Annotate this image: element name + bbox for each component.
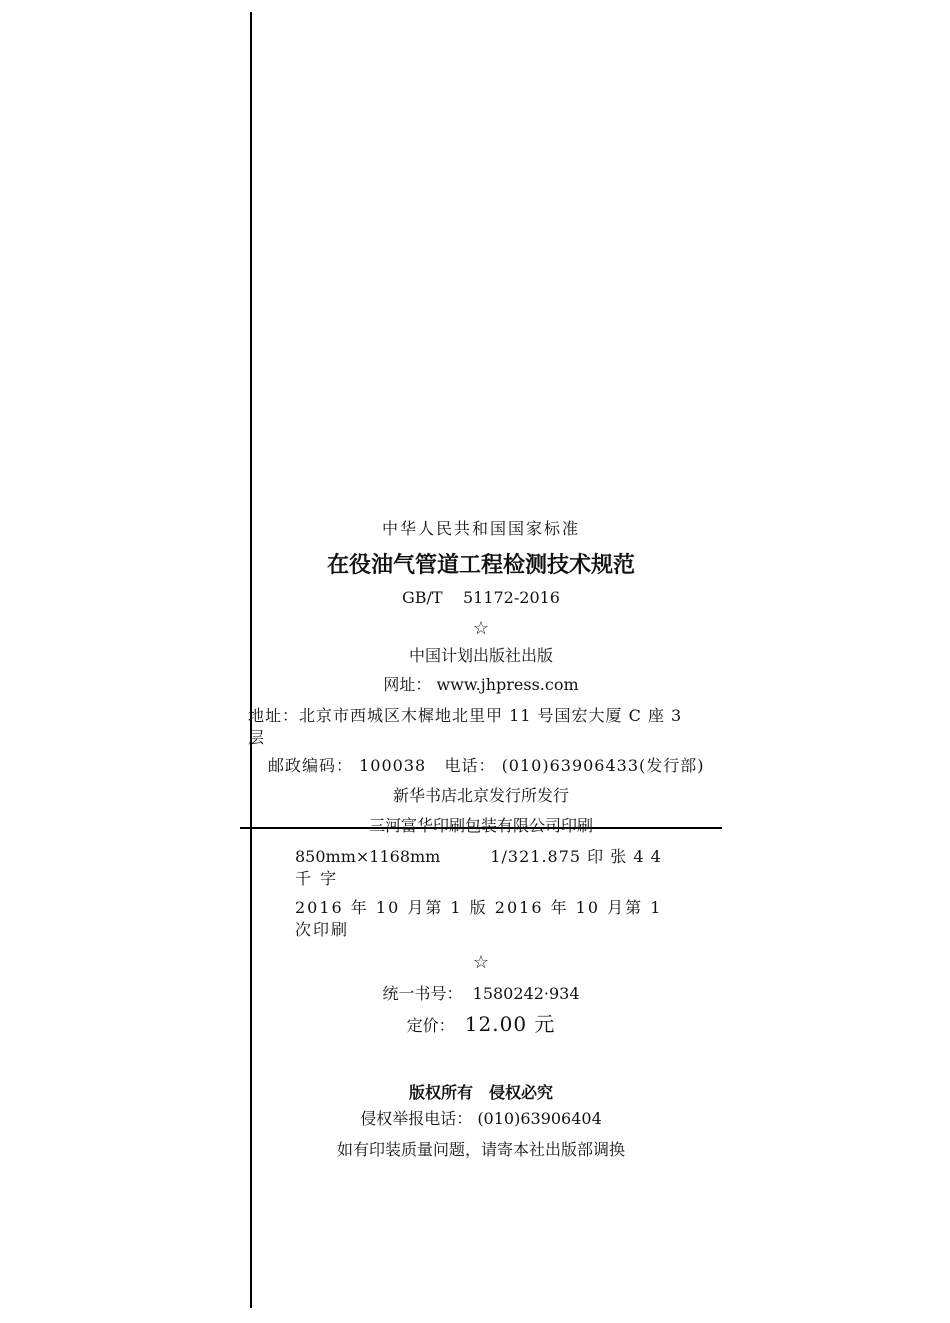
standard-code-number: 51172-2016 [462, 588, 560, 607]
infringement-report-line [250, 1109, 712, 1129]
paper-format: 850mm×1168mm [295, 847, 441, 866]
replacement-notice: 如有印装质量问题，请寄本社出版部调换 [336, 1140, 625, 1159]
standard-type: 中华人民共和国国家标准 [381, 519, 580, 538]
publisher-address-continued: 层 [248, 728, 265, 747]
price-line [250, 1012, 712, 1038]
book-number: 1580242·934 [472, 984, 580, 1003]
printer: 三河富华印刷包装有限公司印刷 [368, 816, 593, 835]
publisher-address: 地址：北京市西城区木樨地北里甲 11 号国宏大厦 C 座 3 [248, 706, 683, 725]
book-number-label: 统一书号： [382, 984, 463, 1003]
price-value: 12.00 元 [464, 1012, 556, 1036]
publisher-name: 中国计划出版社出版 [408, 646, 553, 665]
standard-code [250, 588, 712, 608]
sheet-info: 1/321.875 印 张 4 4 [490, 847, 662, 866]
standard-code-prefix: GB/T [402, 588, 443, 607]
website-url: www.jhpress.com [436, 675, 579, 694]
website-label: 网址： [383, 675, 432, 694]
phone-label: 电话： [444, 756, 496, 775]
publisher-website [250, 675, 712, 695]
edition-info: 2016 年 10 月第 1 版 2016 年 10 月第 1 [295, 898, 663, 917]
postcode-phone-line [268, 756, 705, 776]
price-label: 定价： [406, 1016, 455, 1035]
copyright-notice: 版权所有 侵权必究 [408, 1083, 553, 1102]
star-divider-top: ☆ [472, 618, 490, 639]
star-divider-bottom: ☆ [472, 952, 490, 973]
distributor: 新华书店北京发行所发行 [392, 786, 569, 805]
postcode-value: 100038 [359, 756, 427, 775]
phone-value: (010)63906433(发行部) [501, 756, 705, 775]
edition-info-continued: 次印刷 [295, 920, 350, 939]
format-line [295, 847, 662, 867]
infringement-report-label: 侵权举报电话： [360, 1109, 473, 1128]
infringement-report-phone: (010)63906404 [477, 1109, 602, 1128]
book-number-line [250, 984, 712, 1004]
word-count: 千 字 [295, 869, 339, 888]
document-title: 在役油气管道工程检测技术规范 [326, 553, 635, 578]
postcode-label: 邮政编码： [268, 756, 354, 775]
